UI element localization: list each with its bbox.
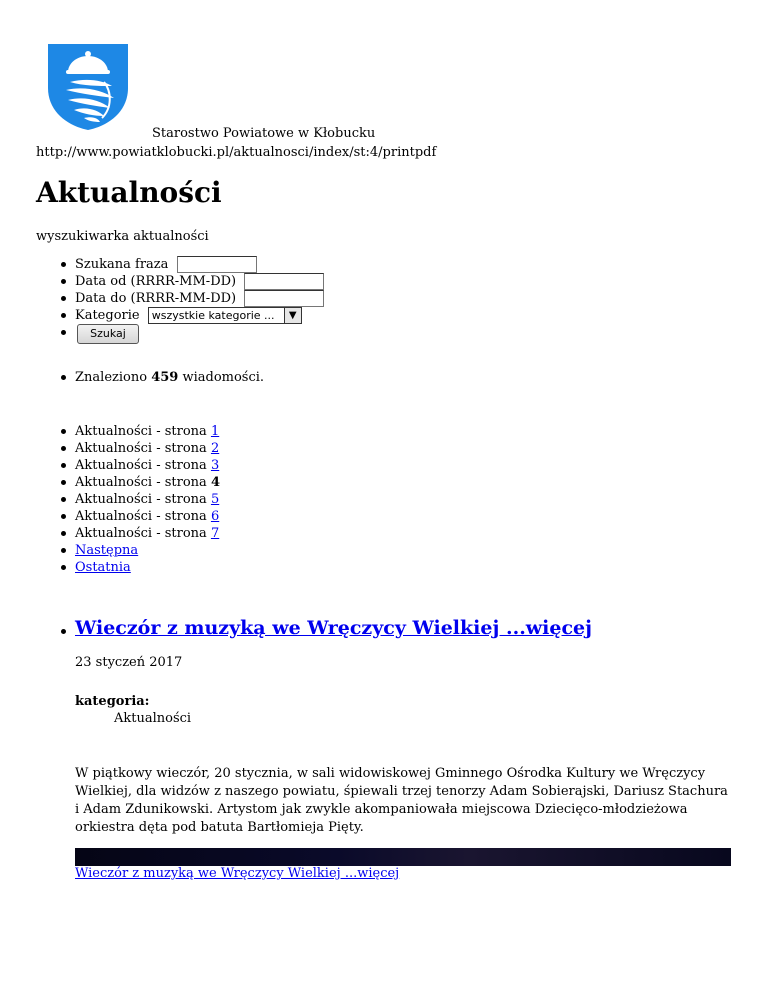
- page-link-7[interactable]: 7: [210, 526, 220, 541]
- page-url: http://www.powiatklobucki.pl/aktualnosci/index/st:4/printpdf: [36, 145, 437, 160]
- next-page-item: [36, 542, 220, 559]
- page-link-1[interactable]: 1: [210, 424, 220, 439]
- pagination: [36, 423, 220, 576]
- next-page-link[interactable]: Następna: [75, 543, 139, 558]
- search-phrase-input[interactable]: [177, 256, 257, 273]
- search-heading: wyszukiwarka aktualności: [36, 229, 209, 244]
- date-to-input[interactable]: [244, 290, 324, 307]
- article-category-label: kategoria:: [75, 694, 150, 709]
- page-item: [36, 525, 220, 542]
- date-from-input[interactable]: [244, 273, 324, 290]
- article-body: W piątkowy wieczór, 20 stycznia, w sali widowiskowej Gminnego Ośrodka Kultury we Wręczycy Wielkiej, dla widzów z naszego powiatu, śpiewali trzej tenorzy Adam Sobierajski, Dariusz Stachura i Adam Zdunikowski. Artystom jak zwykle akompaniowała miejscowa Dziecięco-młodzieżowa orkiestra dęta pod batuta Bartłomieja Pięty.: [75, 766, 728, 835]
- article-image: [75, 848, 731, 866]
- date-from-row: [36, 273, 324, 290]
- results-suffix: wiadomości.: [182, 370, 265, 385]
- search-form: [36, 256, 324, 341]
- article-more-link[interactable]: Wieczór z muzyką we Wręczycy Wielkiej ...więcej: [75, 866, 400, 881]
- page-item-label: Aktualności - strona: [75, 526, 207, 541]
- page-item: [36, 423, 220, 440]
- article-title-link[interactable]: Wieczór z muzyką we Wręczycy Wielkiej ...więcej: [75, 617, 592, 639]
- page-item: [36, 457, 220, 474]
- page-item-label: Aktualności - strona: [75, 458, 207, 473]
- page-title: Aktualności: [36, 176, 222, 209]
- category-selected-value: wszystkie kategorie ...: [151, 309, 275, 322]
- date-to-row: [36, 290, 324, 307]
- category-select[interactable]: [148, 307, 302, 324]
- page-item: [36, 491, 220, 508]
- coat-of-arms-icon: [46, 42, 130, 130]
- search-button[interactable]: Szukaj: [77, 324, 139, 344]
- page-link-3[interactable]: 3: [210, 458, 220, 473]
- search-submit-row: [36, 324, 324, 341]
- article-item: [36, 614, 592, 642]
- last-page-item: [36, 559, 220, 576]
- page-link-6[interactable]: 6: [210, 509, 220, 524]
- site-name: Starostwo Powiatowe w Kłobucku: [152, 126, 376, 141]
- last-page-link[interactable]: Ostatnia: [75, 560, 131, 575]
- page-item-label: Aktualności - strona: [75, 509, 207, 524]
- page-item-label: Aktualności - strona: [75, 492, 207, 507]
- category-label: Kategorie: [75, 308, 140, 323]
- page-link-5[interactable]: 5: [210, 492, 220, 507]
- date-to-label: Data do (RRRR-MM-DD): [75, 291, 237, 306]
- page-item: [36, 508, 220, 525]
- current-page-number: 4: [210, 475, 220, 490]
- article-title: [75, 614, 592, 642]
- article-date: 23 styczeń 2017: [75, 655, 183, 670]
- page-item: [36, 440, 220, 457]
- search-phrase-label: Szukana fraza: [75, 257, 169, 272]
- date-from-label: Data od (RRRR-MM-DD): [75, 274, 237, 289]
- page-item-label: Aktualności - strona: [75, 475, 207, 490]
- category-row: [36, 307, 324, 324]
- results-summary: [36, 369, 264, 386]
- article-category-value: Aktualności: [114, 711, 192, 726]
- page-item-label: Aktualności - strona: [75, 441, 207, 456]
- results-count-item: [36, 369, 264, 386]
- page-link-2[interactable]: 2: [210, 441, 220, 456]
- results-count: 459: [151, 370, 179, 385]
- results-prefix: Znaleziono: [75, 370, 148, 385]
- page-item-label: Aktualności - strona: [75, 424, 207, 439]
- search-phrase-row: [36, 256, 324, 273]
- dropdown-arrow-icon[interactable]: ▼: [284, 308, 301, 323]
- article-list: [36, 614, 592, 642]
- page-item-current: [36, 474, 220, 491]
